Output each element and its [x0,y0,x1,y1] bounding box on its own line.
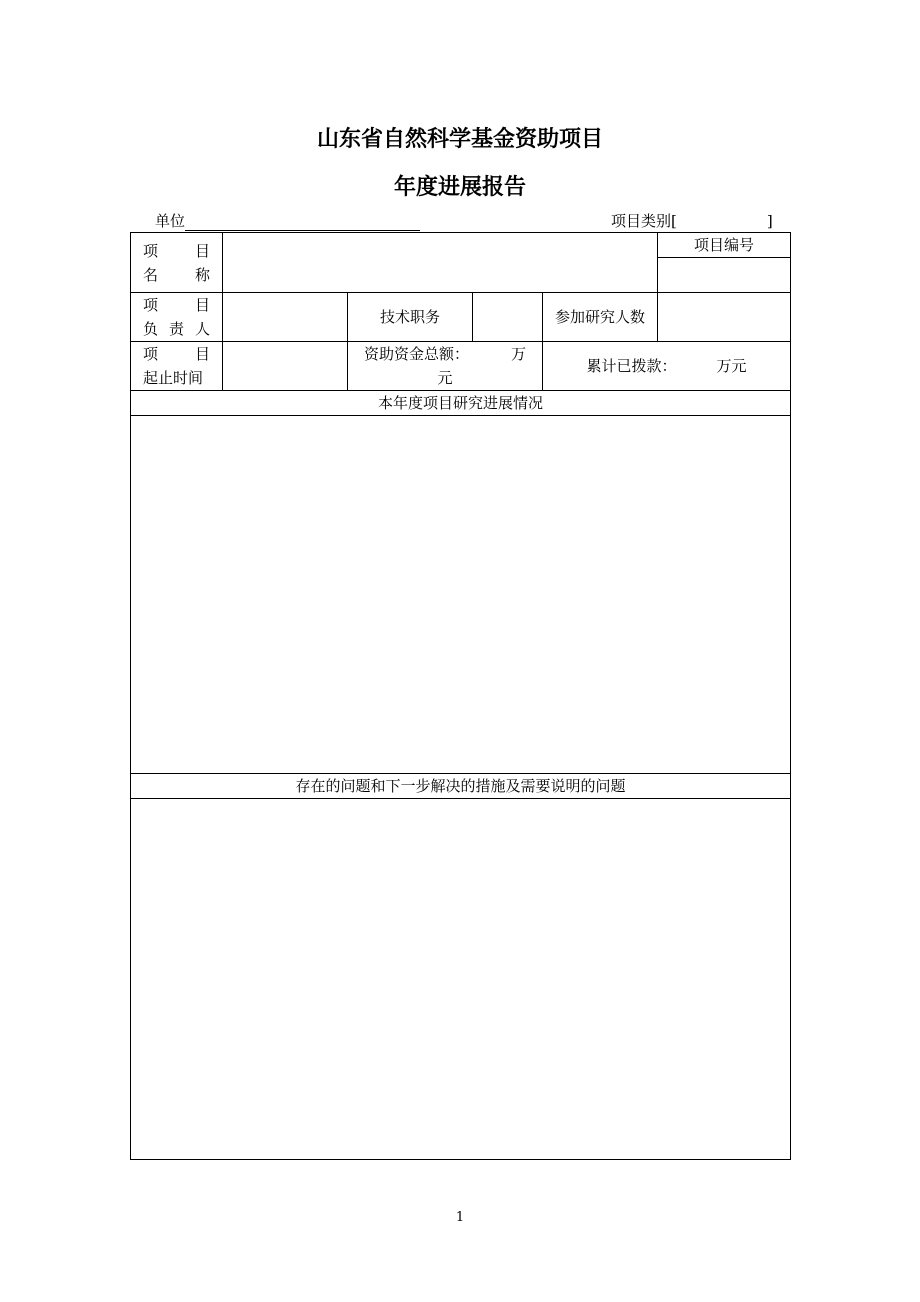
participants-field[interactable] [658,293,791,342]
progress-heading: 本年度项目研究进展情况 [131,391,791,416]
problems-heading: 存在的问题和下一步解决的措施及需要说明的问题 [131,774,791,799]
participants-label: 参加研究人数 [543,293,658,342]
progress-content-area[interactable] [131,416,791,774]
unit-underline[interactable] [185,215,420,231]
funding-unit-a: 万 [510,345,526,363]
project-number-field[interactable] [658,258,791,293]
unit-label: 单位 [155,212,186,230]
tech-title-field[interactable] [473,293,543,342]
category-close: ] [766,212,773,230]
document-title: 山东省自然科学基金资助项目 [316,127,603,152]
funding-total-cell[interactable] [348,342,543,391]
project-number-label: 项目编号 [658,233,791,258]
project-period-field[interactable] [223,342,348,391]
cumulative-funding-cell[interactable] [543,342,791,391]
page-number: 1 [455,1210,465,1225]
cumulative-label: 累计已拨款： [586,357,677,375]
funding-unit-b: 元 [437,369,453,387]
project-name-field[interactable] [223,233,658,293]
project-period-label: 项 目 起止时间 [131,342,223,391]
funding-total-label: 资助资金总额： [364,345,470,363]
report-form-table [130,232,791,1160]
category-label: 项目类别[ [611,212,677,230]
project-leader-label: 项 目 负 责 人 [131,293,223,342]
problems-content-area[interactable] [131,799,791,1160]
category-field [611,210,773,231]
project-name-label: 项 目 名 称 [131,233,223,293]
document-subtitle: 年度进展报告 [393,175,526,200]
unit-field [155,210,420,231]
project-leader-field[interactable] [223,293,348,342]
cumulative-unit: 万元 [716,357,747,375]
tech-title-label: 技术职务 [348,293,473,342]
